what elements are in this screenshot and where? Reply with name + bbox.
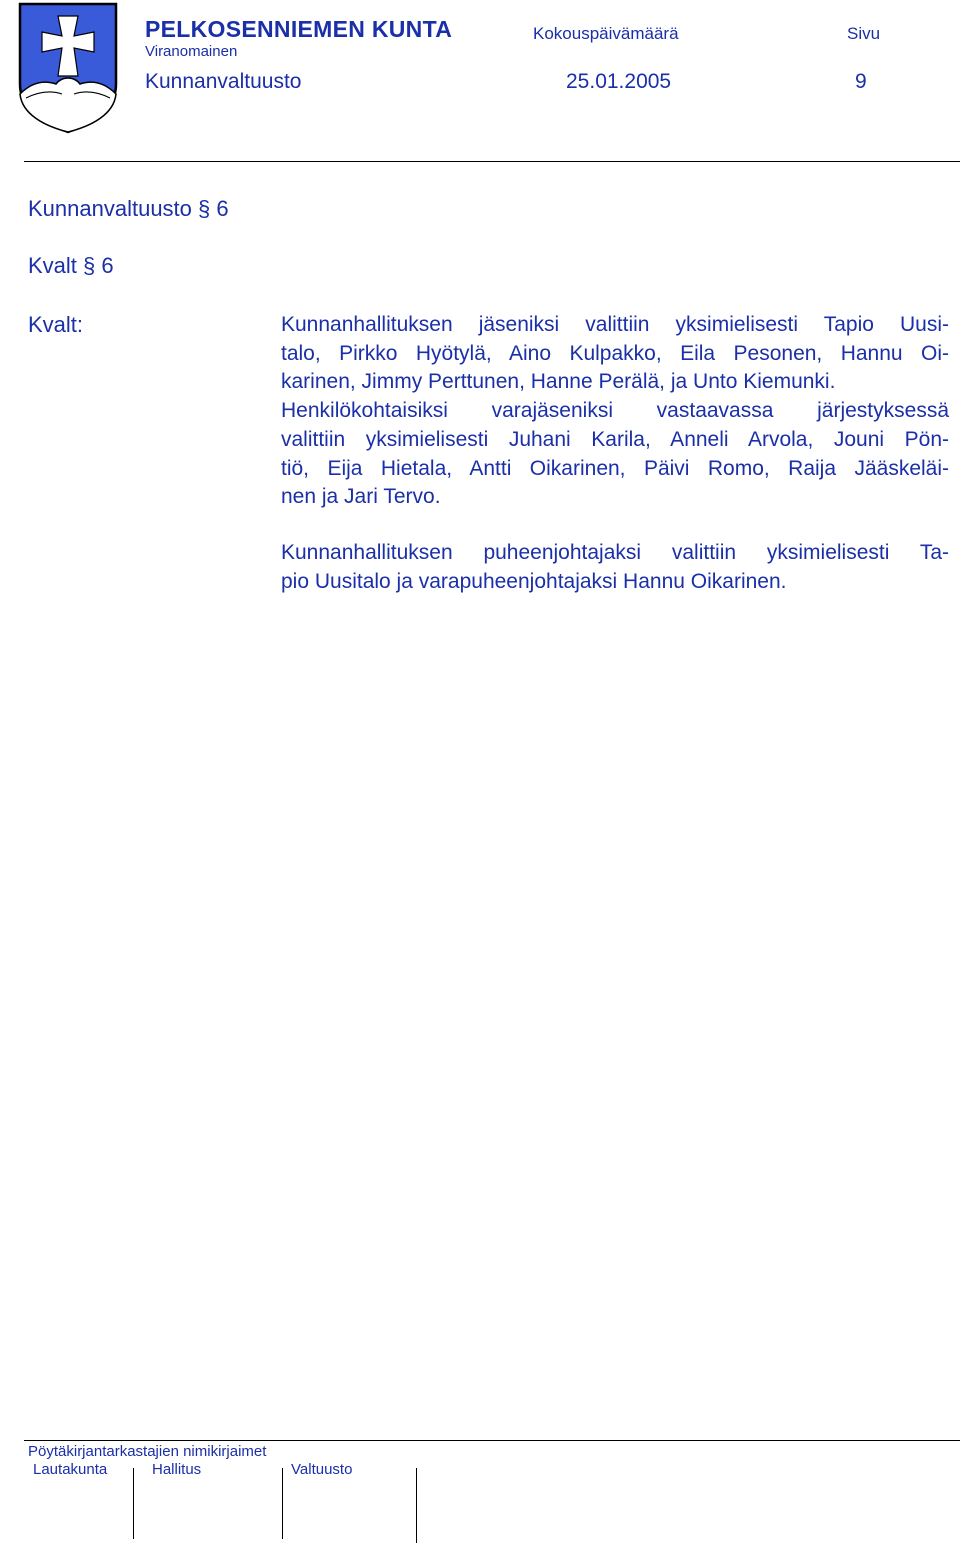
decision-label: Kvalt: [28, 312, 84, 337]
organization-name: PELKOSENNIEMEN KUNTA [145, 16, 453, 42]
signature-column-label: Valtuusto [291, 1461, 353, 1478]
paragraph-line: Henkilökohtaisiksi varajäseniksi vastaavassa järjestyksessä [281, 399, 949, 423]
signature-column-label: Hallitus [152, 1461, 202, 1478]
paragraph-line: nen ja Jari Tervo. [281, 485, 441, 509]
signature-divider [133, 1468, 134, 1539]
page-label: Sivu [847, 24, 881, 43]
meeting-date: 25.01.2005 [566, 70, 672, 93]
signature-column-label: Lautakunta [33, 1461, 108, 1478]
authority-label: Viranomainen [145, 43, 238, 60]
coat-of-arms-logo [18, 2, 118, 134]
signature-divider [416, 1468, 417, 1543]
page-number: 9 [855, 70, 867, 93]
paragraph-line: talo, Pirkko Hyötylä, Aino Kulpakko, Eila Pesonen, Hannu Oi- [281, 341, 949, 365]
paragraph-line: karinen, Jimmy Perttunen, Hanne Perälä, ja Unto Kiemunki. [281, 370, 836, 394]
signature-divider [282, 1468, 283, 1539]
header-divider [24, 161, 960, 162]
section-subheading: Kvalt § 6 [28, 253, 114, 278]
paragraph-line: pio Uusitalo ja varapuheenjohtajaksi Hannu Oikarinen. [281, 569, 787, 593]
signatures-title: Pöytäkirjantarkastajien nimikirjaimet [28, 1443, 267, 1460]
paragraph-line: Kunnanhallituksen puheenjohtajaksi valittiin yksimielisesti Ta- [281, 541, 949, 564]
date-label: Kokouspäivämäärä [533, 24, 679, 43]
decision-paragraph-2 [281, 539, 949, 596]
paragraph-line: valittiin yksimielisesti Juhani Karila, Anneli Arvola, Jouni Pön- [281, 427, 949, 451]
section-heading: Kunnanvaltuusto § 6 [28, 196, 229, 221]
paragraph-line: Kunnanhallituksen jäseniksi valittiin yksimielisesti Tapio Uusi- [281, 313, 949, 336]
decision-paragraph-1 [281, 311, 949, 512]
paragraph-line: tiö, Eija Hietala, Antti Oikarinen, Päivi Romo, Raija Jääskeläi- [281, 456, 949, 480]
footer-divider [24, 1440, 960, 1441]
authority-value: Kunnanvaltuusto [145, 70, 302, 93]
